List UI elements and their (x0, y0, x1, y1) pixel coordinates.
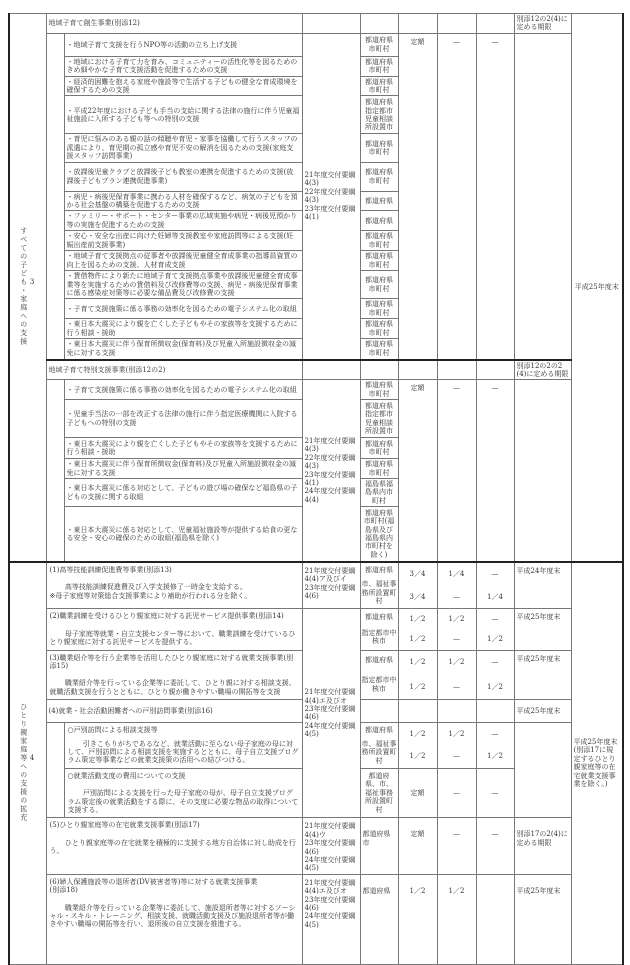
table-row (9, 562, 623, 609)
recipient-cell: 都道府県市町村(福島県及び福島県内市町村を除く) (360, 507, 398, 562)
subsidy-table (8, 13, 624, 965)
share-c: — (491, 830, 499, 839)
rate-cell (398, 700, 437, 723)
item-body: 高等技能訓練促進費及び入学支援修了一時金を支給する。 ※母子家庭等対策総合支援事業により補助が行われる分を除く。 (49, 583, 252, 600)
period: 平成25年度末 (516, 886, 561, 895)
basis-cell (302, 14, 360, 34)
share-c-cell (476, 562, 514, 609)
share-b-top: 1／4 (448, 569, 465, 578)
share-c-cell (476, 874, 514, 964)
block-header-row (9, 14, 623, 34)
basis-cell (302, 360, 360, 380)
share-c-cell (476, 723, 514, 769)
indent-cell (46, 33, 64, 359)
recipient-cell (360, 818, 398, 874)
item-description: ・東日本大震災により親を亡くした子どもやその家族等を支援するために行う相談・援助 (64, 438, 302, 459)
share-b-cell (437, 723, 476, 769)
rate-bottom: 1／2 (409, 682, 426, 691)
item-description: ・賃借物件により新たに地域子育て支援拠点事業や放課後児童健全育成事業等を実施するための賃借料及び改修費等の支援、病児・病後児保育事業に係る感染症対策等に必要な備品費及び改修費の支援 (64, 271, 302, 299)
rate-cell (398, 360, 437, 380)
item-body: 母子家庭等就業・自立支援センター等において、職業訓練を受けているひとり親家庭に対する託児サービスを提供する。 (49, 629, 296, 647)
recipient-cell: 福島県福島県内市町村 (360, 479, 398, 507)
share-c-cell (476, 14, 514, 34)
share-c (477, 563, 514, 609)
section-title: ひとり親家庭等への支援の拡充 (19, 702, 28, 822)
share-c-cell: — (476, 33, 514, 359)
recipient-cell: 都道府県指定都市児童相談所設置市 (360, 96, 398, 134)
share-b-bottom: — (453, 682, 460, 691)
rate-top: 1／2 (409, 730, 426, 739)
share-b-cell: — (437, 768, 476, 818)
recipient-bottom: 指定都市中核市 (361, 676, 397, 693)
share-c-cell: — (476, 380, 514, 562)
section-label-text (19, 703, 36, 822)
rate: 定額 (410, 830, 425, 839)
table-row (9, 818, 623, 874)
recipient-cell (360, 650, 398, 700)
period-cell: 平成24年度末 (514, 562, 571, 609)
block-period: 別添12の2(4)に定める期限 (514, 14, 571, 34)
share-c-cell (476, 360, 514, 380)
overall-period: 平成25年度末 (別添17に規定するひとり親家庭等の在宅就業支援事業を除く。) (571, 562, 623, 965)
item-description (46, 609, 302, 650)
list-item (9, 380, 623, 400)
item-body: 引きこもりがちであるなど、就業活動に至らない母子家庭の母に対して、戸別訪問による相談支援を実施するとともに、母子自立支援プログラム策定等事業などの就業支援策の活用への結びつける。 (67, 739, 299, 765)
item-description: ・東日本大震災に伴う保育所徴収金(保育料)及び児童入所施設徴収金の減免に対する支援 (64, 459, 302, 479)
section-4-label (9, 562, 46, 965)
share-b (438, 609, 476, 649)
share-b-bottom: — (453, 752, 460, 761)
rate-bottom: 1／2 (409, 752, 426, 761)
period: 別添17の2(4)に定める期限 (516, 830, 568, 847)
period-cell (514, 818, 571, 874)
share-c-cell (476, 818, 514, 874)
rate-cell: 定額 (398, 768, 437, 818)
item-title: (1)高等技能訓練促進費等事業(別添13) (49, 565, 172, 574)
item-title: ○就業活動支度の費用についての支援 (67, 771, 186, 780)
item-title: (5)ひとり親家庭等の在宅就業支援事業(別添17) (49, 821, 200, 830)
recipient-cell (360, 562, 398, 609)
rate-bottom: 3／4 (409, 592, 426, 601)
share-b-top: 1／2 (448, 615, 465, 624)
item-body: 職業紹介等を行っている企業等に委託して、ひとり親に対する相談支援、就職活動支援を行うとともに、ひとり親が働きやすい職場の開拓等を支援 (49, 679, 296, 696)
recipient-bottom: 市、福祉事務所設置町村 (361, 580, 397, 605)
item-body: 職業紹介等を行っている企業等に委託して、施設退所者等に対するソーシャル・スキル・トレーニング、相談支援、就職活動支援及び施設退所者等が働きやすい職場の開拓等を行い、退所後の自立支援を推進する。 (49, 903, 296, 929)
rate: 1／2 (409, 886, 426, 895)
table-row (9, 609, 623, 650)
item-description (64, 723, 302, 769)
recipient-cell: 都道府県市町村 (360, 271, 398, 299)
period-cell (514, 723, 571, 818)
share-c-bottom: 1／4 (487, 592, 503, 601)
share-c-top: — (491, 615, 499, 624)
recipient-bottom: 指定都市中核市 (361, 628, 397, 646)
indent-cell (46, 380, 64, 562)
recipient-cell: 都道府県市町村 (360, 76, 398, 96)
recipient (361, 723, 398, 768)
share-b-cell: — (437, 380, 476, 562)
basis-cell: 21年度交付要綱 4(4)エ及びオ 23年度交付要綱 4(6) 24年度交付要綱 4(5) (302, 609, 360, 818)
recipient-cell (360, 360, 398, 380)
recipient-top: 都道府県 (365, 656, 393, 665)
recipient-cell (360, 700, 398, 723)
recipient-cell: 都道府県市町村 (360, 56, 398, 76)
period-cell (514, 874, 571, 964)
item-description: ・平成22年度における子ども手当の支給に関する法律の施行に伴う児童福祉施設に入所する子ども等への特別の支援 (64, 96, 302, 134)
section-title: すべての子ども・家庭への支援 (19, 226, 28, 346)
recipient-cell: 都道府県市町村 (360, 339, 398, 360)
overall-period: 平成25年度末 (571, 14, 623, 562)
share-c-bottom: 1／2 (487, 752, 503, 761)
share-c (477, 723, 514, 768)
block-title: 地域子育て特別支援事業(別添12の2) (46, 360, 302, 380)
item-title: (4)就業・社会活動困難者への戸別訪問事業(別添16) (46, 700, 302, 723)
basis-cell: 21年度交付要綱 4(4)エ及びオ 23年度交付要綱 4(6) 24年度交付要綱 4(5) (302, 874, 360, 964)
rate-bottom: 1／2 (409, 635, 426, 644)
item-description: ・地域子育て支援を行うNPO等の活動の立ち上げ支援 (64, 33, 302, 56)
item-description (46, 818, 302, 874)
share-b-cell (437, 360, 476, 380)
item-description: ・経済的困難を抱える家庭や施設等で生活する子どもの健全な育成環境を確保するための支援 (64, 76, 302, 96)
recipient-cell (360, 874, 398, 964)
share-c-bottom: 1／2 (487, 635, 503, 644)
recipient-cell: 都道府県、市、福祉事務所設置町村 (360, 768, 398, 818)
recipient (361, 563, 398, 609)
rate (399, 609, 437, 649)
recipient (361, 609, 398, 649)
recipient: 都道府県市 (362, 830, 391, 847)
recipient-cell (360, 609, 398, 650)
period-cell: 平成25年度末 (514, 650, 571, 700)
share-b-cell (437, 874, 476, 964)
share-b-cell (437, 562, 476, 609)
rate-cell (398, 609, 437, 650)
item-description: ・子育て支援施策に係る事務の効率化を図るための電子システム化の取組 (64, 380, 302, 400)
rate-top: 1／2 (409, 658, 426, 667)
recipient-cell: 都道府県市町村 (360, 251, 398, 271)
share-b-bottom: — (453, 592, 460, 601)
share-c (477, 609, 514, 649)
item-description: ・地域における子育て力を育み、コミュニティーの活性化等を図るためのきめ細やかな子育て支援活動を促進するための支援 (64, 56, 302, 76)
item-description: ・ファミリー・サポート・センター事業の広域実施や病児・病後児預かり等の実施を促進するための支援 (64, 211, 302, 231)
section-number: 3 (28, 278, 37, 288)
share-c-top: — (491, 569, 499, 578)
recipient-cell: 都道府県市町村 (360, 162, 398, 191)
rate-cell (398, 562, 437, 609)
share-b-cell (437, 818, 476, 874)
recipient-cell: 都道府県 (360, 191, 398, 211)
share-b (438, 563, 476, 609)
item-body: ひとり親家庭等の在宅就業を積極的に支援する地方自治体に対し助成を行う。 (49, 838, 296, 856)
item-title: (2)職業訓練を受けるひとり親家庭に対する託児サービス提供事業(別添14) (49, 612, 284, 621)
item-description: ・安心・安全な出産に向けた妊婦等支援教室や家庭訪問等による支援(妊娠出産前支援事業) (64, 231, 302, 251)
list-item (9, 33, 623, 56)
period-cell (514, 33, 571, 359)
block-period: 別添12の2の2(4)に定める期限 (514, 360, 571, 380)
share-b (438, 723, 476, 768)
recipient-cell: 都道府県市町村 (360, 134, 398, 162)
rate (399, 651, 437, 700)
rate-cell (398, 818, 437, 874)
share-b (438, 651, 476, 700)
item-title: (3)職業紹介等を行う企業等を活用したひとり親家庭に対する就業支援事業(別添15) (49, 653, 294, 670)
item-description: ・東日本大震災に伴う保育所徴収金(保育料)及び児童入所施設徴収金の減免に対する支援 (64, 339, 302, 360)
share-b-cell (437, 650, 476, 700)
item-title: ○戸別訪問による相談支援等 (67, 726, 158, 735)
recipient-cell: 都道府県市町村 (360, 459, 398, 479)
item-description: ・地域子育て支援拠点の従事者や放課後児童健全育成事業の指導員資質の向上を図るための支援、人材育成支援 (64, 251, 302, 271)
recipient-cell: 都道府県市町村 (360, 380, 398, 400)
recipient-cell (360, 14, 398, 34)
share-b-cell (437, 14, 476, 34)
recipient-cell: 都道府県市町村 (360, 438, 398, 459)
item-description (46, 562, 302, 609)
section-3-label (9, 14, 46, 562)
rate-cell (398, 14, 437, 34)
rate-cell (398, 650, 437, 700)
item-description (64, 768, 302, 818)
recipient-top: 都道府県 (365, 613, 393, 622)
share-c-top: — (491, 730, 499, 739)
share-b-top: 1／2 (448, 730, 465, 739)
item-description: ・児童手当法の一部を改正する法律の施行に伴う指定医療機関に入院する子どもへの特別の支援 (64, 400, 302, 438)
recipient-top: 都道府県 (365, 725, 393, 734)
recipient-cell: 都道府県市町村 (360, 33, 398, 56)
item-description (46, 874, 302, 964)
share-c-top: — (491, 658, 499, 667)
recipient-top: 都道府県 (365, 565, 393, 574)
share-b-bottom: — (453, 635, 460, 644)
recipient: 都道府県 (362, 886, 391, 895)
share-b: 1／2 (448, 886, 465, 895)
share-b-top: 1／2 (448, 658, 465, 667)
item-description: ・放課後児童クラブと放課後子ども教室の連携を促進するための支援(放課後子どもプラン連携促進事業) (64, 162, 302, 191)
item-description: ・東日本大震災に係る対応として、児童福祉施設等が提供する給食の更なる安全・安心の確保のための取組(福島県を除く) (64, 507, 302, 562)
share-c-cell: — (476, 768, 514, 818)
item-description: ・東日本大震災に係る対応として、子どもの遊び場の確保など福島県の子どもの支援に関する取組 (64, 479, 302, 507)
section-number: 4 (28, 754, 37, 764)
share-b-cell (437, 700, 476, 723)
recipient-bottom: 市、福祉事務所設置町村 (361, 739, 397, 765)
share-c-cell (476, 609, 514, 650)
share-c-cell (476, 650, 514, 700)
share-c (477, 651, 514, 700)
period-cell: 平成25年度末 (514, 609, 571, 650)
rate (399, 563, 437, 609)
item-description: ・東日本大震災により親を亡くした子どもやその家族等を支援するために行う相談・援助 (64, 319, 302, 339)
period-cell: 平成25年度末 (514, 700, 571, 723)
period-cell (514, 380, 571, 562)
indent-cell (46, 723, 64, 818)
share-b-cell: — (437, 33, 476, 359)
item-description: ・育児に悩みのある親の話の傾聴や育児・家事を協働して行うスタッフの派遣により、育児期の孤立感や育児不安の解消を図るための支援(家庭支援スタッフ訪問事業) (64, 134, 302, 162)
recipient-cell: 都道府県市町村 (360, 231, 398, 251)
share-b: — (453, 830, 460, 839)
share-c-cell (476, 700, 514, 723)
rate-cell (398, 723, 437, 769)
item-body: 戸別訪問による支援を行った母子家庭の母が、母子自立支援プログラム策定後の就業活動をする際に、その支度に必要な物品の取得について支援する。 (67, 789, 299, 814)
rate-top: 1／2 (409, 615, 426, 624)
section-label-text (19, 227, 36, 346)
block-header-row (9, 360, 623, 380)
table-row (9, 874, 623, 964)
recipient-cell: 都道府県市町村 (360, 299, 398, 319)
basis-cell: 21年度交付要綱 4(4)ア及びイ 23年度交付要綱 4(6) (302, 562, 360, 609)
recipient (361, 651, 398, 700)
basis-cell: 21年度交付要綱 4(3) 22年度交付要綱 4(3) 23年度交付要綱 4(1) 24年度交付要綱 4(4) (302, 380, 360, 562)
item-title: (6)婦人保護施設等の退所者(DV被害者等)等に対する就業支援事業 (別添18) (49, 877, 258, 895)
recipient-cell: 都道府県指定都市児童相談所設置市 (360, 400, 398, 438)
rate (399, 723, 437, 768)
recipient-cell (360, 723, 398, 769)
share-c-bottom: 1／2 (487, 682, 503, 691)
recipient-cell: 都道府県 (360, 211, 398, 231)
basis-cell: 21年度交付要綱 4(3) 22年度交付要綱 4(3) 23年度交付要綱 4(1) (302, 33, 360, 359)
block-title: 地域子育て創生事業(別添12) (46, 14, 302, 34)
item-description: ・子育て支援施策に係る事務の効率化を図るための電子システム化の取組 (64, 299, 302, 319)
recipient-cell: 都道府県市町村 (360, 319, 398, 339)
item-description (46, 650, 302, 700)
rate-cell: 定額 (398, 33, 437, 359)
rate-top: 3／4 (409, 569, 426, 578)
rate-cell: 定額 (398, 380, 437, 562)
basis-cell: 21年度交付要綱 4(4)ウ 23年度交付要綱 4(6) 24年度交付要綱 4(5) (302, 818, 360, 874)
item-description: ・病児・病後児保育事業に携わる人材を確保するなど、病気の子どもを預かる社会基盤の構築を促進するための支援 (64, 191, 302, 211)
share-b-cell (437, 609, 476, 650)
rate-cell (398, 874, 437, 964)
